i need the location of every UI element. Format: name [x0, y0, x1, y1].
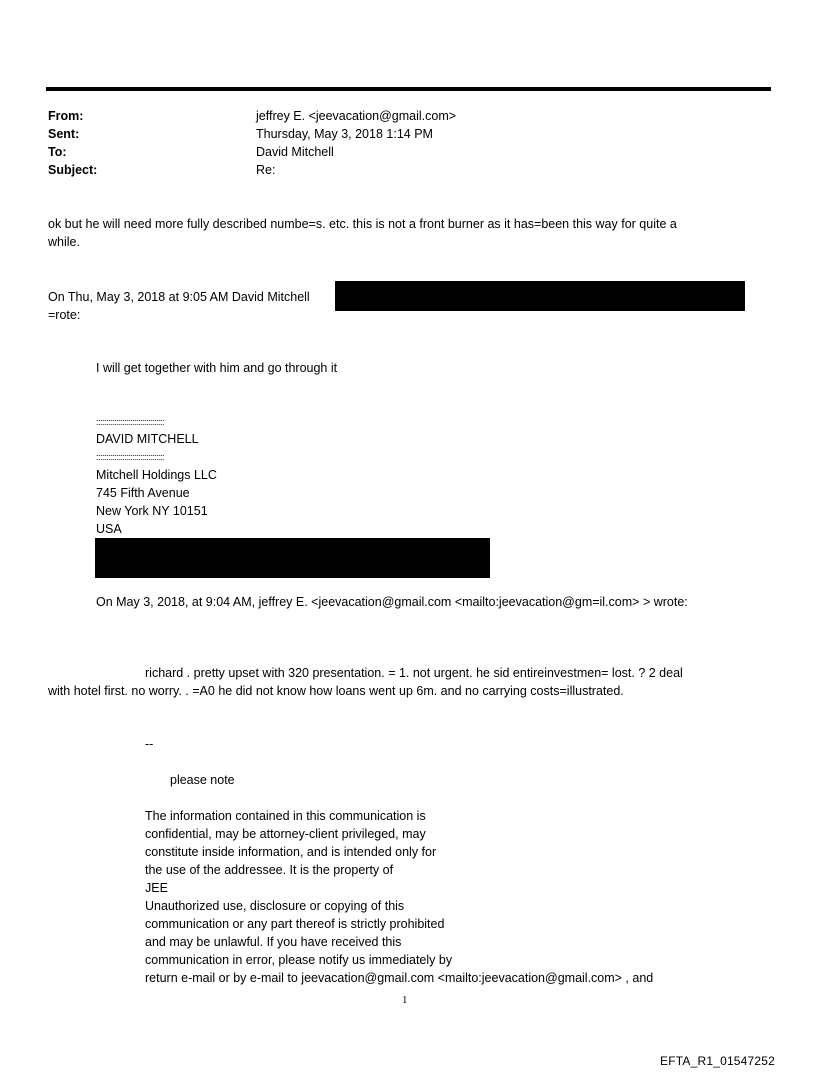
signature-city: New York NY 10151 [96, 504, 208, 518]
disclaimer-line: The information contained in this communication is [145, 809, 426, 823]
please-note: please note [170, 773, 235, 787]
signature-company: Mitchell Holdings LLC [96, 468, 217, 482]
from-value: jeffrey E. <jeevacation@gmail.com> [256, 109, 457, 123]
quote2-line-2: with hotel first. no worry. . =A0 he did not know how loans went up 6m. and no carrying costs=illustrated. [48, 684, 624, 698]
from-label: From: [48, 109, 84, 123]
disclaimer-line: confidential, may be attorney-client privileged, may [145, 827, 426, 841]
page-number: 1 [402, 994, 408, 1006]
quote1-header-line-1: On Thu, May 3, 2018 at 9:05 AM David Mitchell [48, 290, 310, 304]
disclaimer-line: communication in error, please notify us immediately by [145, 953, 453, 967]
header-rule [46, 87, 771, 91]
redaction-email-address [335, 281, 745, 311]
signature2-dashes: -- [145, 737, 154, 751]
disclaimer-line: Unauthorized use, disclosure or copying of this [145, 899, 405, 913]
sent-value: Thursday, May 3, 2018 1:14 PM [256, 127, 433, 141]
sent-label: Sent: [48, 127, 80, 141]
signature-street: 745 Fifth Avenue [96, 486, 190, 500]
disclaimer-line: constitute inside information, and is intended only for [145, 845, 437, 859]
reply-line-1: ok but he will need more fully described numbe=s. etc. this is not a front burner as it has=been this way for quite a [48, 217, 677, 231]
quote1-header-line-2: =rote: [48, 308, 81, 322]
signature-dots-top: :::::::::::::::::::::::::::::::::: [96, 417, 165, 427]
subject-label: Subject: [48, 163, 98, 177]
subject-value: Re: [256, 163, 276, 177]
signature-name: DAVID MITCHELL [96, 432, 199, 446]
signature-country: USA [96, 522, 122, 536]
document-id: EFTA_R1_01547252 [660, 1054, 776, 1068]
quote2-header: On May 3, 2018, at 9:04 AM, jeffrey E. <jeevacation@gmail.com <mailto:jeevacation@gm=il.com> > wrote: [96, 595, 688, 609]
reply-line-2: while. [48, 235, 80, 249]
disclaimer-line: communication or any part thereof is strictly prohibited [145, 917, 445, 931]
quote1-text: I will get together with him and go through it [96, 361, 338, 375]
disclaimer-line: the use of the addressee. It is the property of [145, 863, 394, 877]
signature-dots-bottom: :::::::::::::::::::::::::::::::::: [96, 452, 165, 462]
disclaimer-line: return e-mail or by e-mail to jeevacation@gmail.com <mailto:jeevacation@gmail.com> , and [145, 971, 654, 985]
disclaimer-line: JEE [145, 881, 168, 895]
quote2-line-1: richard . pretty upset with 320 presentation. = 1. not urgent. he sid entireinvestmen= lost. ? 2 deal [145, 666, 683, 680]
redaction-signature-contact [95, 538, 490, 578]
to-label: To: [48, 145, 67, 159]
to-value: David Mitchell [256, 145, 334, 159]
disclaimer-line: and may be unlawful. If you have received this [145, 935, 402, 949]
